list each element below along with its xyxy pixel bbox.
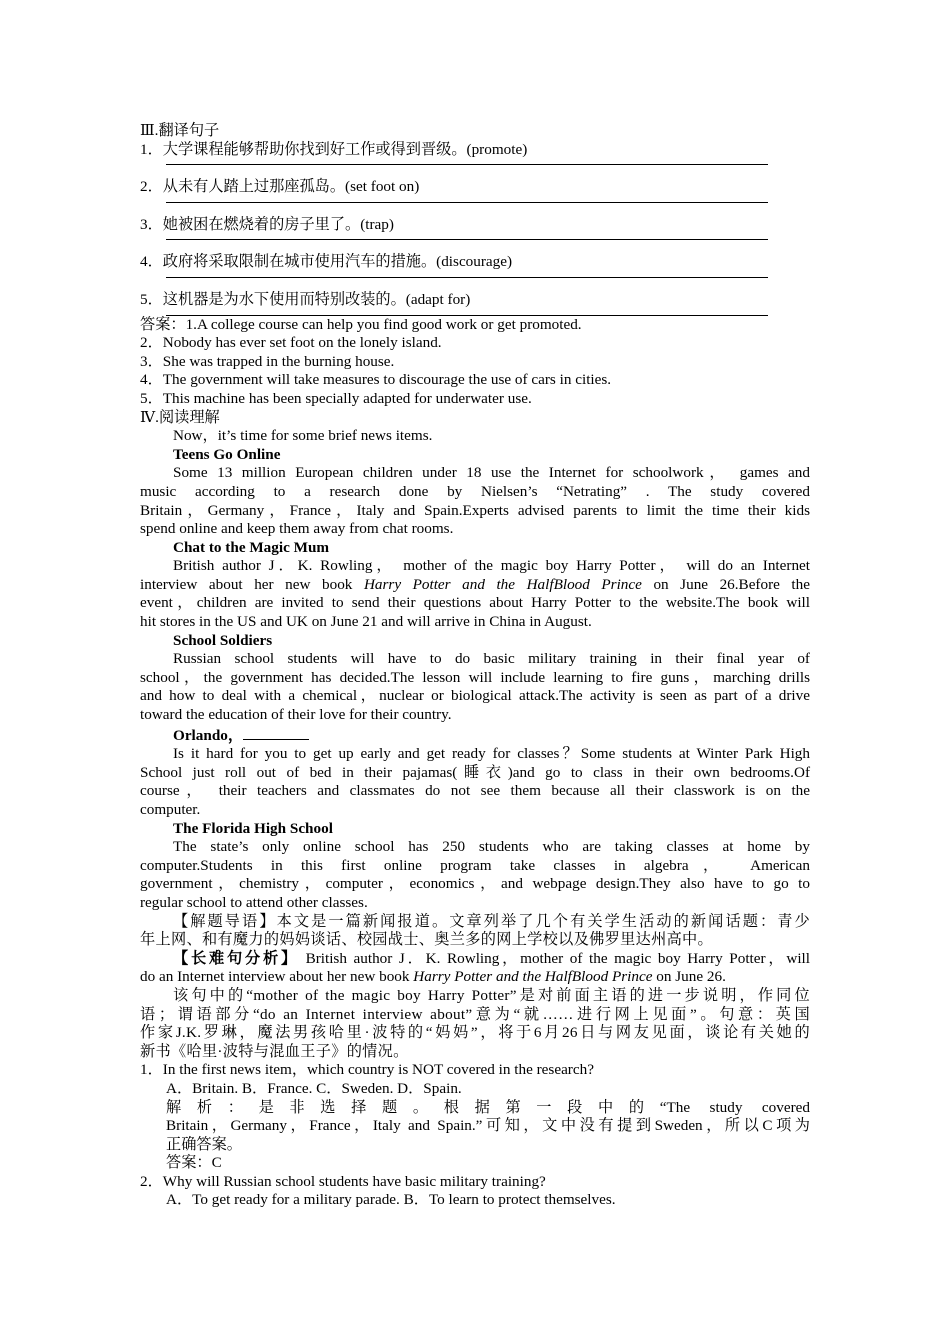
news-title: Chat to the Magic Mum <box>173 538 330 556</box>
answer-line: 5．This machine has been specially adapted for underwater use. <box>140 389 532 407</box>
paragraph-line: and how to deal with a chemical，nuclear or biological attack.The activity is seen as part of a drive <box>140 687 810 705</box>
analysis-label: 【长难句分析】 <box>173 949 299 967</box>
paragraph-line <box>140 576 810 595</box>
paragraph-line: Russian school students will have to do basic military training in their final year of <box>173 650 810 668</box>
text-run: do an Internet interview about her new book <box>140 968 414 986</box>
answer-line: 3．She was trapped in the burning house. <box>140 352 395 370</box>
paragraph-line: music according to a research done by Nielsen’s “Netrating” . The study covered <box>140 482 810 500</box>
guide-paragraph <box>140 913 810 950</box>
paragraph-line: British author J．K. Rowling， mother of the magic boy Harry Potter， will do an Internet <box>173 557 810 575</box>
translation-question: 3．她被困在燃烧着的房子里了。(trap) <box>140 215 394 233</box>
paragraph-line: School just roll out of bed in their pajamas(睡衣)and go to class in their own bedrooms.Of <box>140 763 810 781</box>
paragraph-line: course， their teachers and classmates do not see them because all their classwork is on the <box>140 782 810 800</box>
question-stem: 2．Why will Russian school students have basic military training? <box>140 1172 546 1190</box>
paragraph-line <box>140 968 810 987</box>
question-options: A．Britain. B．France. C．Sweden. D．Spain. <box>166 1079 462 1097</box>
news-paragraph <box>140 838 810 912</box>
paragraph-line: 正确答案。 <box>166 1135 242 1153</box>
analysis-paragraph <box>140 950 810 987</box>
paragraph-line: 新书《哈里·波特与混血王子》的情况。 <box>140 1042 409 1060</box>
question-options: A．To get ready for a military parade. B．To learn to protect themselves. <box>166 1191 616 1209</box>
paragraph-line: hit stores in the US and UK on June 21 and will arrive in China in August. <box>140 613 592 631</box>
question-answer: 答案：C <box>166 1154 222 1172</box>
section-heading: Ⅲ.翻译句子 <box>140 122 220 139</box>
question-stem: 1．In the first news item，which country is NOT covered in the research? <box>140 1061 594 1079</box>
paragraph-line: 解析：是非选择题。根据第一段中的“The study covered <box>166 1098 810 1116</box>
paragraph-line: 该句中的“mother of the magic boy Harry Potter”是对前面主语的进一步说明，作同位 <box>173 986 810 1004</box>
title-blank[interactable] <box>243 725 309 740</box>
paragraph-line: 【解题导语】本文是一篇新闻报道。文章列举了几个有关学生活动的新闻话题：青少 <box>173 912 810 930</box>
translation-question: 4．政府将采取限制在城市使用汽车的措施。(discourage) <box>140 253 513 271</box>
news-title: The Florida High School <box>173 819 333 837</box>
paragraph-line: computer.Students in this first online program take classes in algebra， American <box>140 856 810 874</box>
explanation-paragraph <box>140 987 810 1061</box>
paragraph-line: 作家J.K.罗琳，魔法男孩哈里·波特的“妈妈”，将于6月26日与网友见面，谈论有关她的 <box>140 1024 810 1042</box>
answer-blank-line[interactable] <box>166 202 768 203</box>
text-run: British author J．K. Rowling，mother of the magic boy Harry Potter，will <box>298 949 810 967</box>
paragraph-line: The state’s only online school has 250 students who are taking classes at home by <box>173 838 810 856</box>
translation-question: 2．从未有人踏上过那座孤岛。(set foot on) <box>140 178 420 196</box>
news-title: Teens Go Online <box>173 445 281 463</box>
reading-intro: Now，it’s time for some brief news items. <box>173 427 433 445</box>
translation-question: 1．大学课程能够帮助你找到好工作或得到晋级。(promote) <box>140 140 528 158</box>
paragraph-line: government，chemistry，computer，economics，and webpage design.They also have to go to <box>140 875 810 893</box>
book-title: Harry Potter and the HalfBlood Prince <box>413 968 653 986</box>
paragraph-line: computer. <box>140 801 201 818</box>
paragraph-line: school，the government has decided.The lesson will include learning to fire guns，marching drills <box>140 668 810 686</box>
paragraph-line: Some 13 million European children under 18 use the Internet for schoolwork， games and <box>173 464 810 482</box>
news-title: Orlando， <box>173 726 244 744</box>
news-paragraph <box>140 745 810 819</box>
paragraph-line: 年上网、和有魔力的妈妈谈话、校园战士、奥兰多的网上学校以及佛罗里达州高中。 <box>140 931 714 949</box>
text-run: on June 26.Before the <box>641 575 810 593</box>
paragraph-line: toward the education of their love for their country. <box>140 706 452 724</box>
answer-line: 2．Nobody has ever set foot on the lonely island. <box>140 334 442 352</box>
answer-line: 4．The government will take measures to discourage the use of cars in cities. <box>140 371 612 389</box>
answer-blank-line[interactable] <box>166 277 768 278</box>
document-page <box>140 122 810 1210</box>
answer-blank-line[interactable] <box>166 164 768 165</box>
paragraph-line: Is it hard for you to get up early and get ready for classes？Some students at Winter Park High <box>173 745 810 763</box>
paragraph-line: 语；谓语部分“do an Internet interview about”意为“就……进行网上见面”。句意：英国 <box>140 1005 810 1023</box>
news-paragraph <box>140 464 810 538</box>
news-paragraph <box>140 650 810 724</box>
paragraph-line <box>140 950 810 969</box>
translation-question: 5．这机器是为水下使用而特别改装的。(adapt for) <box>140 290 471 308</box>
news-title-with-blank <box>140 725 810 746</box>
text-run: on June 26. <box>652 968 726 986</box>
book-title: Harry Potter and the HalfBlood Prince <box>363 575 642 593</box>
text-run: interview about her new book <box>140 575 364 593</box>
section-heading: Ⅳ.阅读理解 <box>140 408 220 426</box>
paragraph-line: spend online and keep them away from chat rooms. <box>140 520 454 538</box>
paragraph-line: Britain，Germany，France，Italy and Spain.Experts advised parents to limit the time their kids <box>140 501 810 519</box>
question-explanation <box>140 1099 810 1155</box>
news-title: School Soldiers <box>173 631 273 649</box>
paragraph-line: regular school to attend other classes. <box>140 893 368 911</box>
paragraph-line: event，children are invited to send their questions about Harry Potter to the website.The book will <box>140 594 810 612</box>
answer-line: 答案：1.A college course can help you find good work or get promoted. <box>140 315 582 333</box>
answer-blank-line[interactable] <box>166 239 768 240</box>
news-paragraph <box>140 557 810 631</box>
paragraph-line: Britain，Germany，France，Italy and Spain.”可知，文中没有提到Sweden，所以C项为 <box>166 1117 810 1135</box>
